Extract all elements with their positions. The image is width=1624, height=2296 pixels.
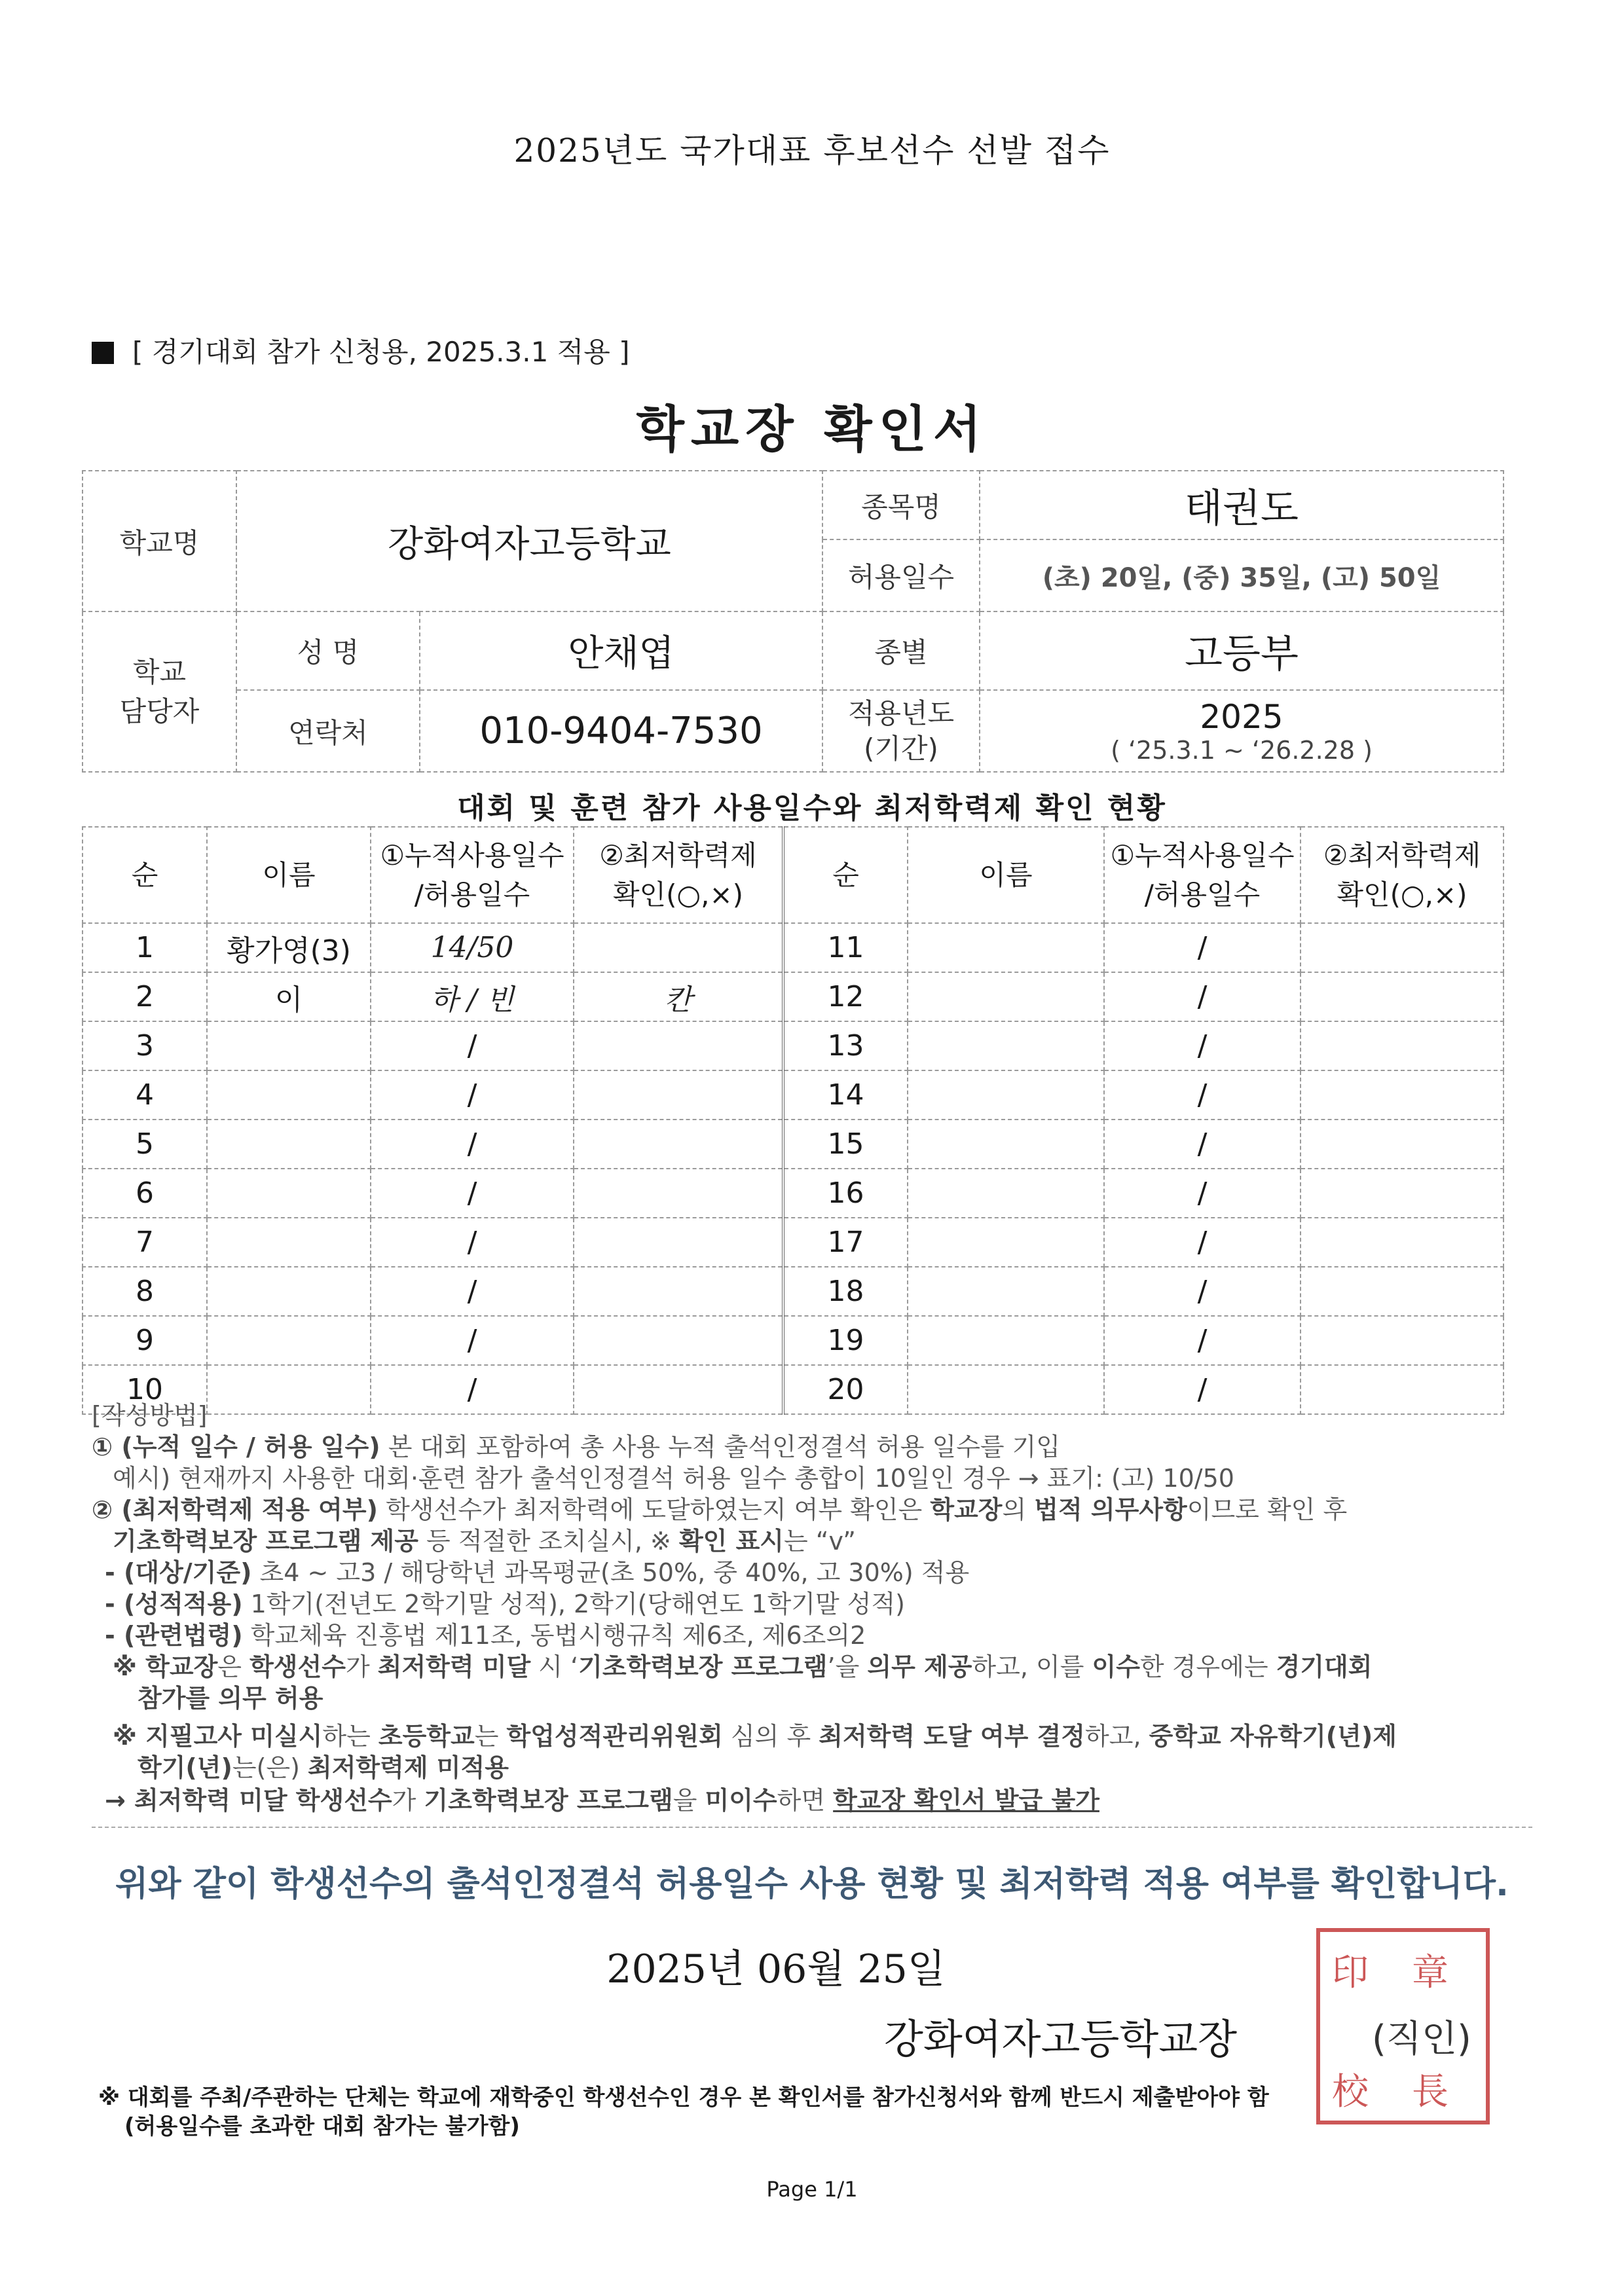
instruction-line-1 (92, 1432, 1532, 1461)
row-name-left (207, 1218, 371, 1267)
row-name-right (908, 1218, 1104, 1267)
row-no-left: 4 (83, 1070, 207, 1120)
instruction-3-text-e: 이므로 확인 후 (1187, 1495, 1348, 1524)
row-check-left (574, 1169, 783, 1218)
row-check-right (1301, 923, 1504, 972)
instruction-8-j: 하고, 이를 (972, 1652, 1092, 1681)
row-name-left: 황가영(3) (207, 923, 371, 972)
instruction-9-k: 는(은) (232, 1753, 308, 1782)
instruction-8-d: 가 (345, 1652, 378, 1681)
row-no-right: 18 (783, 1267, 908, 1316)
instruction-8-c: 학생선수 (249, 1652, 346, 1681)
table-row (83, 1267, 1504, 1316)
allowed-days-value: (초) 20일, (중) 35일, (고) 50일 (980, 539, 1504, 611)
page-number: Page 1/1 (766, 2177, 858, 2202)
confirmation-statement: 위와 같이 학생선수의 출석인정결석 허용일수 사용 현황 및 최저학력 적용 여부를 확인합니다. (115, 1865, 1509, 1904)
allowed-days-label: 허용일수 (822, 539, 980, 611)
col-header-check-left: ②최저학력제 확인(○,×) (574, 827, 783, 923)
row-name-right (908, 923, 1104, 972)
instruction-line-3 (92, 1495, 1532, 1524)
instruction-9-b: 하는 (322, 1722, 378, 1751)
table-row (83, 1169, 1504, 1218)
school-name-value: 강화여자고등학교 (236, 471, 822, 611)
row-days-right: / (1104, 1120, 1301, 1169)
event-label: 종목명 (822, 471, 980, 539)
instruction-line-7 (105, 1621, 1545, 1650)
row-days-left: 하 / 빈 (371, 972, 574, 1021)
row-name-right (908, 1267, 1104, 1316)
instruction-3-text-b: 학교장 (930, 1495, 1003, 1524)
usage-note-text: [ 경기대회 참가 신청용, 2025.3.1 적용 ] (132, 336, 630, 368)
instruction-8-h: ’을 (827, 1652, 868, 1681)
instruction-8-b: 은 (217, 1652, 250, 1681)
row-name-right (908, 972, 1104, 1021)
instruction-8-i: 의무 제공 (867, 1652, 972, 1681)
row-check-right (1301, 1267, 1504, 1316)
manager-label: 학교 담당자 (83, 611, 236, 772)
usage-note (92, 331, 630, 370)
division-value: 고등부 (980, 611, 1504, 690)
row-no-right: 19 (783, 1316, 908, 1365)
instructions-heading: [작성방법] (92, 1401, 208, 1430)
usage-section-title: 대회 및 훈련 참가 사용일수와 최저학력제 확인 현황 (457, 792, 1167, 825)
seal-glyph: 長 (1412, 2071, 1449, 2113)
col-header-no-left: 순 (83, 827, 207, 923)
row-no-right: 17 (783, 1218, 908, 1267)
instruction-10-c: 기초학력보장 프로그램 (424, 1786, 673, 1815)
instruction-6-text: 1학기(전년도 2학기말 성적), 2학기(당해연도 1학기말 성적) (242, 1590, 906, 1618)
instruction-8-a: ※ 학교장 (113, 1652, 218, 1681)
instruction-9-h: 하고, (1085, 1722, 1149, 1751)
instruction-6-label: - (성적적용) (105, 1590, 243, 1618)
instruction-line-4 (113, 1527, 1553, 1556)
instructions-divider (92, 1827, 1532, 1828)
row-name-left (207, 1120, 371, 1169)
row-name-left (207, 1070, 371, 1120)
row-check-left (574, 1316, 783, 1365)
row-days-right: / (1104, 972, 1301, 1021)
row-check-right (1301, 1120, 1504, 1169)
row-no-left: 9 (83, 1316, 207, 1365)
table-row (83, 1070, 1504, 1120)
row-days-left: / (371, 1021, 574, 1070)
row-days-right: / (1104, 1169, 1301, 1218)
instruction-line-9 (113, 1722, 1553, 1751)
row-name-left (207, 1021, 371, 1070)
row-name-right (908, 1070, 1104, 1120)
row-name-right (908, 1021, 1104, 1070)
instruction-9-g: 최저학력 도달 여부 결정 (819, 1722, 1086, 1751)
row-no-left: 5 (83, 1120, 207, 1169)
table-row (83, 1316, 1504, 1365)
row-no-left: 10 (83, 1365, 207, 1414)
col-header-check-right: ②최저학력제 확인(○,×) (1301, 827, 1504, 923)
row-days-right: / (1104, 1218, 1301, 1267)
row-no-right: 15 (783, 1120, 908, 1169)
row-check-left (574, 1267, 783, 1316)
instruction-5-text: 초4 ~ 고3 / 해당학년 과목평균(초 50%, 중 40%, 고 30%) 적용 (251, 1558, 970, 1587)
row-no-right: 20 (783, 1365, 908, 1414)
row-days-left: / (371, 1267, 574, 1316)
row-days-right: / (1104, 923, 1301, 972)
instruction-line-6 (105, 1590, 1545, 1618)
row-name-right (908, 1169, 1104, 1218)
instruction-3-text-c: 의 (1002, 1495, 1035, 1524)
instruction-10-b: 가 (392, 1786, 424, 1815)
table-row (83, 1021, 1504, 1070)
table-row (83, 923, 1504, 972)
row-no-right: 16 (783, 1169, 908, 1218)
row-check-left (574, 1070, 783, 1120)
instruction-8-m: 경기대회 (1276, 1652, 1373, 1681)
col-header-days-right: ①누적사용일수 /허용일수 (1104, 827, 1301, 923)
row-days-left: / (371, 1070, 574, 1120)
instruction-line-9b (138, 1753, 1578, 1782)
instruction-7-text: 학교체육 진흥법 제11조, 동법시행규칙 제6조, 제6조의2 (242, 1621, 866, 1650)
col-header-no-right: 순 (783, 827, 908, 923)
row-no-left: 8 (83, 1267, 207, 1316)
row-days-left: 14/50 (371, 923, 574, 972)
instruction-9-j: 학기(년) (138, 1753, 232, 1782)
row-no-right: 12 (783, 972, 908, 1021)
seal-glyph: 校 (1332, 2071, 1369, 2113)
footnote-line-1: ※ 대회를 주최/주관하는 단체는 학교에 재학중인 학생선수인 경우 본 확인서를 참가신청서와 함께 반드시 제출받아야 함 (98, 2085, 1269, 2111)
instruction-10-g: 학교장 확인서 발급 불가 (833, 1786, 1099, 1815)
col-header-days-left: ①누적사용일수 /허용일수 (371, 827, 574, 923)
row-no-left: 6 (83, 1169, 207, 1218)
instruction-1-label: ① (누적 일수 / 허용 일수) (92, 1432, 380, 1461)
row-check-left (574, 923, 783, 972)
row-name-left (207, 1169, 371, 1218)
instruction-7-label: - (관련법령) (105, 1621, 243, 1650)
row-days-right: / (1104, 1267, 1301, 1316)
row-no-right: 14 (783, 1070, 908, 1120)
row-check-right (1301, 1070, 1504, 1120)
instruction-3-text-a: 학생선수가 최저학력에 도달하였는지 여부 확인은 (377, 1495, 931, 1524)
row-name-right (908, 1316, 1104, 1365)
col-header-name-left: 이름 (207, 827, 371, 923)
usage-table (82, 826, 1504, 1415)
row-no-left: 2 (83, 972, 207, 1021)
instruction-8-g: 기초학력보장 프로그램 (578, 1652, 828, 1681)
year-value: 2025 (1200, 697, 1283, 736)
row-name-left (207, 1316, 371, 1365)
instruction-10-a: → 최저학력 미달 학생선수 (105, 1786, 392, 1815)
principal-title: 강화여자고등학교장 (884, 2015, 1238, 2063)
instruction-3-text-d: 법적 의무사항 (1034, 1495, 1187, 1524)
row-no-right: 11 (783, 923, 908, 972)
manager-name-label: 성 명 (236, 611, 420, 690)
instruction-9-c: 초등학교 (378, 1722, 475, 1751)
row-days-right: / (1104, 1070, 1301, 1120)
instruction-9-e: 학업성적관리위원회 (506, 1722, 723, 1751)
usage-table-body (83, 923, 1504, 1414)
document-header: 2025년도 국가대표 후보선수 선발 접수 (513, 132, 1111, 170)
instruction-8-l: 한 경우에는 (1139, 1652, 1276, 1681)
footnote (98, 2083, 1539, 2141)
instruction-9-d: 는 (474, 1722, 507, 1751)
instruction-9-l: 최저학력제 미적용 (308, 1753, 509, 1782)
instruction-4-text-b: 등 적절한 조치실시, ※ (418, 1527, 679, 1556)
row-name-left: 이 (207, 972, 371, 1021)
row-days-right: / (1104, 1021, 1301, 1070)
row-days-left: / (371, 1169, 574, 1218)
footnote-line-2: (허용일수를 초과한 대회 참가는 불가함) (124, 2113, 520, 2140)
instruction-5-label: - (대상/기준) (105, 1558, 252, 1587)
instruction-line-5 (105, 1558, 1545, 1587)
seal-label: (직인) (1372, 2018, 1471, 2060)
instruction-10-e: 미이수 (705, 1786, 777, 1815)
instruction-1-text: 본 대회 포함하여 총 사용 누적 출석인정결석 허용 일수를 기입 (380, 1432, 1061, 1461)
row-check-right (1301, 1021, 1504, 1070)
instruction-line-8b (138, 1684, 1578, 1713)
row-name-left (207, 1267, 371, 1316)
row-days-right: / (1104, 1365, 1301, 1414)
instruction-4-text-a: 기초학력보장 프로그램 제공 (113, 1527, 418, 1556)
instruction-8-n: 참가를 의무 허용 (138, 1684, 323, 1713)
instruction-9-i: 중학교 자유학기(년)제 (1149, 1722, 1397, 1751)
table-row (83, 1120, 1504, 1169)
manager-name-value: 안채엽 (420, 611, 822, 690)
row-no-right: 13 (783, 1021, 908, 1070)
square-bullet-icon (92, 342, 114, 364)
row-check-right (1301, 1316, 1504, 1365)
instruction-4-text-c: 확인 표시 (678, 1527, 784, 1556)
table-row (83, 1218, 1504, 1267)
year-label: 적용년도 (기간) (822, 690, 980, 772)
row-no-left: 1 (83, 923, 207, 972)
instruction-3-label: ② (최저학력제 적용 여부) (92, 1495, 378, 1524)
row-days-left: / (371, 1218, 574, 1267)
row-days-left: / (371, 1365, 574, 1414)
col-header-name-right: 이름 (908, 827, 1104, 923)
division-label: 종별 (822, 611, 980, 690)
instruction-10-d: 을 (673, 1786, 705, 1815)
seal-glyph: 章 (1412, 1952, 1449, 1994)
school-name-label: 학교명 (83, 471, 236, 611)
row-days-left: / (371, 1120, 574, 1169)
row-check-right (1301, 1169, 1504, 1218)
row-no-left: 7 (83, 1218, 207, 1267)
row-check-left (574, 1021, 783, 1070)
row-check-right (1301, 972, 1504, 1021)
period-value: ( ‘25.3.1 ~ ‘26.2.28 ) (1111, 735, 1373, 765)
row-check-right (1301, 1218, 1504, 1267)
instruction-line-10 (105, 1786, 1545, 1815)
page-title: 학교장 확인서 (636, 400, 988, 458)
instruction-8-e: 최저학력 미달 (377, 1652, 531, 1681)
row-days-left: / (371, 1316, 574, 1365)
table-row (83, 972, 1504, 1021)
year-cell (980, 690, 1504, 772)
instruction-9-a: ※ 지필고사 미실시 (113, 1722, 323, 1751)
issue-date: 2025년 06월 25일 (606, 1946, 946, 1992)
instruction-8-f: 시 ‘ (530, 1652, 579, 1681)
row-name-right (908, 1120, 1104, 1169)
event-value: 태권도 (980, 471, 1504, 539)
instruction-line-8 (113, 1652, 1553, 1681)
instruction-4-text-d: 는 “v” (784, 1527, 856, 1556)
contact-label: 연락처 (236, 690, 420, 772)
row-check-left (574, 1218, 783, 1267)
instruction-8-k: 이수 (1092, 1652, 1140, 1681)
instruction-line-2: 예시) 현재까지 사용한 대회·훈련 참가 출석인정결석 허용 일수 총합이 10일인 경우 → 표기: (고) 10/50 (113, 1464, 1234, 1493)
seal-glyph: 印 (1332, 1952, 1369, 1994)
row-check-left: 칸 (574, 972, 783, 1021)
school-info-table (82, 470, 1504, 773)
row-no-left: 3 (83, 1021, 207, 1070)
instruction-9-f: 심의 후 (722, 1722, 819, 1751)
row-check-left (574, 1120, 783, 1169)
contact-value: 010-9404-7530 (420, 690, 822, 772)
row-days-right: / (1104, 1316, 1301, 1365)
instruction-10-f: 하면 (777, 1786, 834, 1815)
